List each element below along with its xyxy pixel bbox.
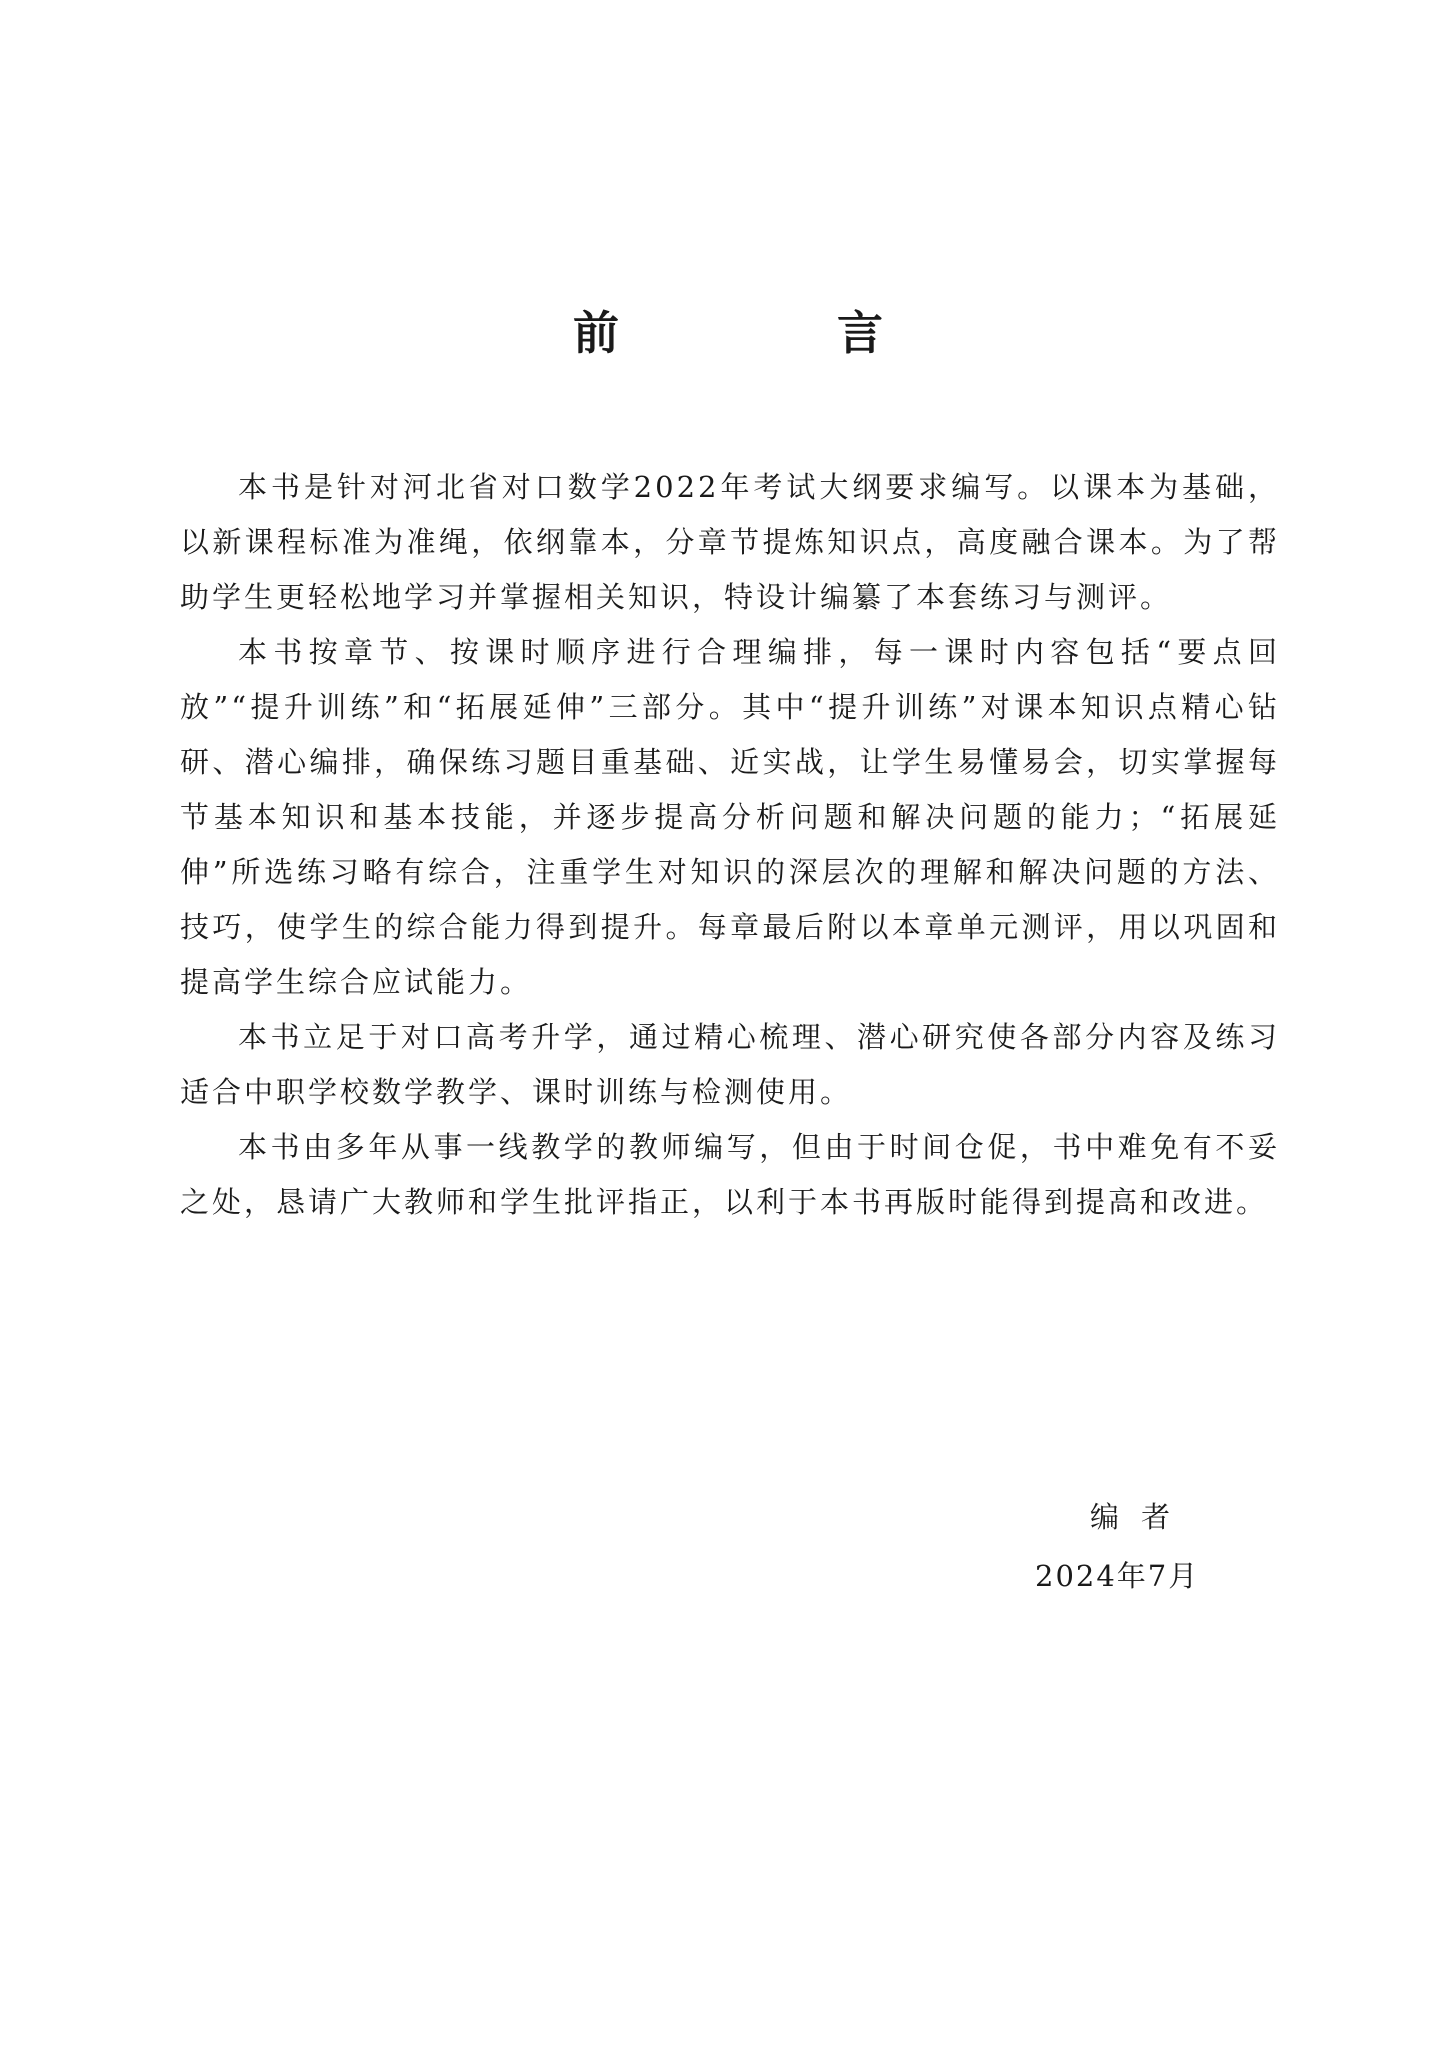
preface-body [180,460,1280,1230]
signature-block [1010,1490,1250,1604]
signature-date: 2024年7月 [1035,1559,1200,1593]
paragraph-3: 本书立足于对口高考升学，通过精心梳理、潜心研究使各部分内容及练习适合中职学校数学教学、课时训练与检测使用。 [180,1020,1280,1109]
paragraph-2: 本书按章节、按课时顺序进行合理编排，每一课时内容包括“要点回放”“提升训练”和“拓展延伸”三部分。其中“提升训练”对课本知识点精心钻研、潜心编排，确保练习题目重基础、近实战，让学生易懂易会，切实掌握每节基本知识和基本技能，并逐步提高分析问题和解决问题的能力；“拓展延伸”所选练习略有综合，注重学生对知识的深层次的理解和解决问题的方法、技巧，使学生的综合能力得到提升。每章最后附以本章单元测评，用以巩固和提高学生综合应试能力。 [180,635,1280,999]
signature-author: 编者 [1090,1500,1193,1534]
paragraph-1: 本书是针对河北省对口数学2022年考试大纲要求编写。以课本为基础，以新课程标准为准绳，依纲靠本，分章节提炼知识点，高度融合课本。为了帮助学生更轻松地学习并掌握相关知识，特设计编纂了本套练习与测评。 [180,470,1280,614]
paragraph-4: 本书由多年从事一线教学的教师编写，但由于时间仓促，书中难免有不妥之处，恳请广大教师和学生批评指正，以利于本书再版时能得到提高和改进。 [180,1130,1280,1219]
page-title: 前 言 [573,306,969,360]
